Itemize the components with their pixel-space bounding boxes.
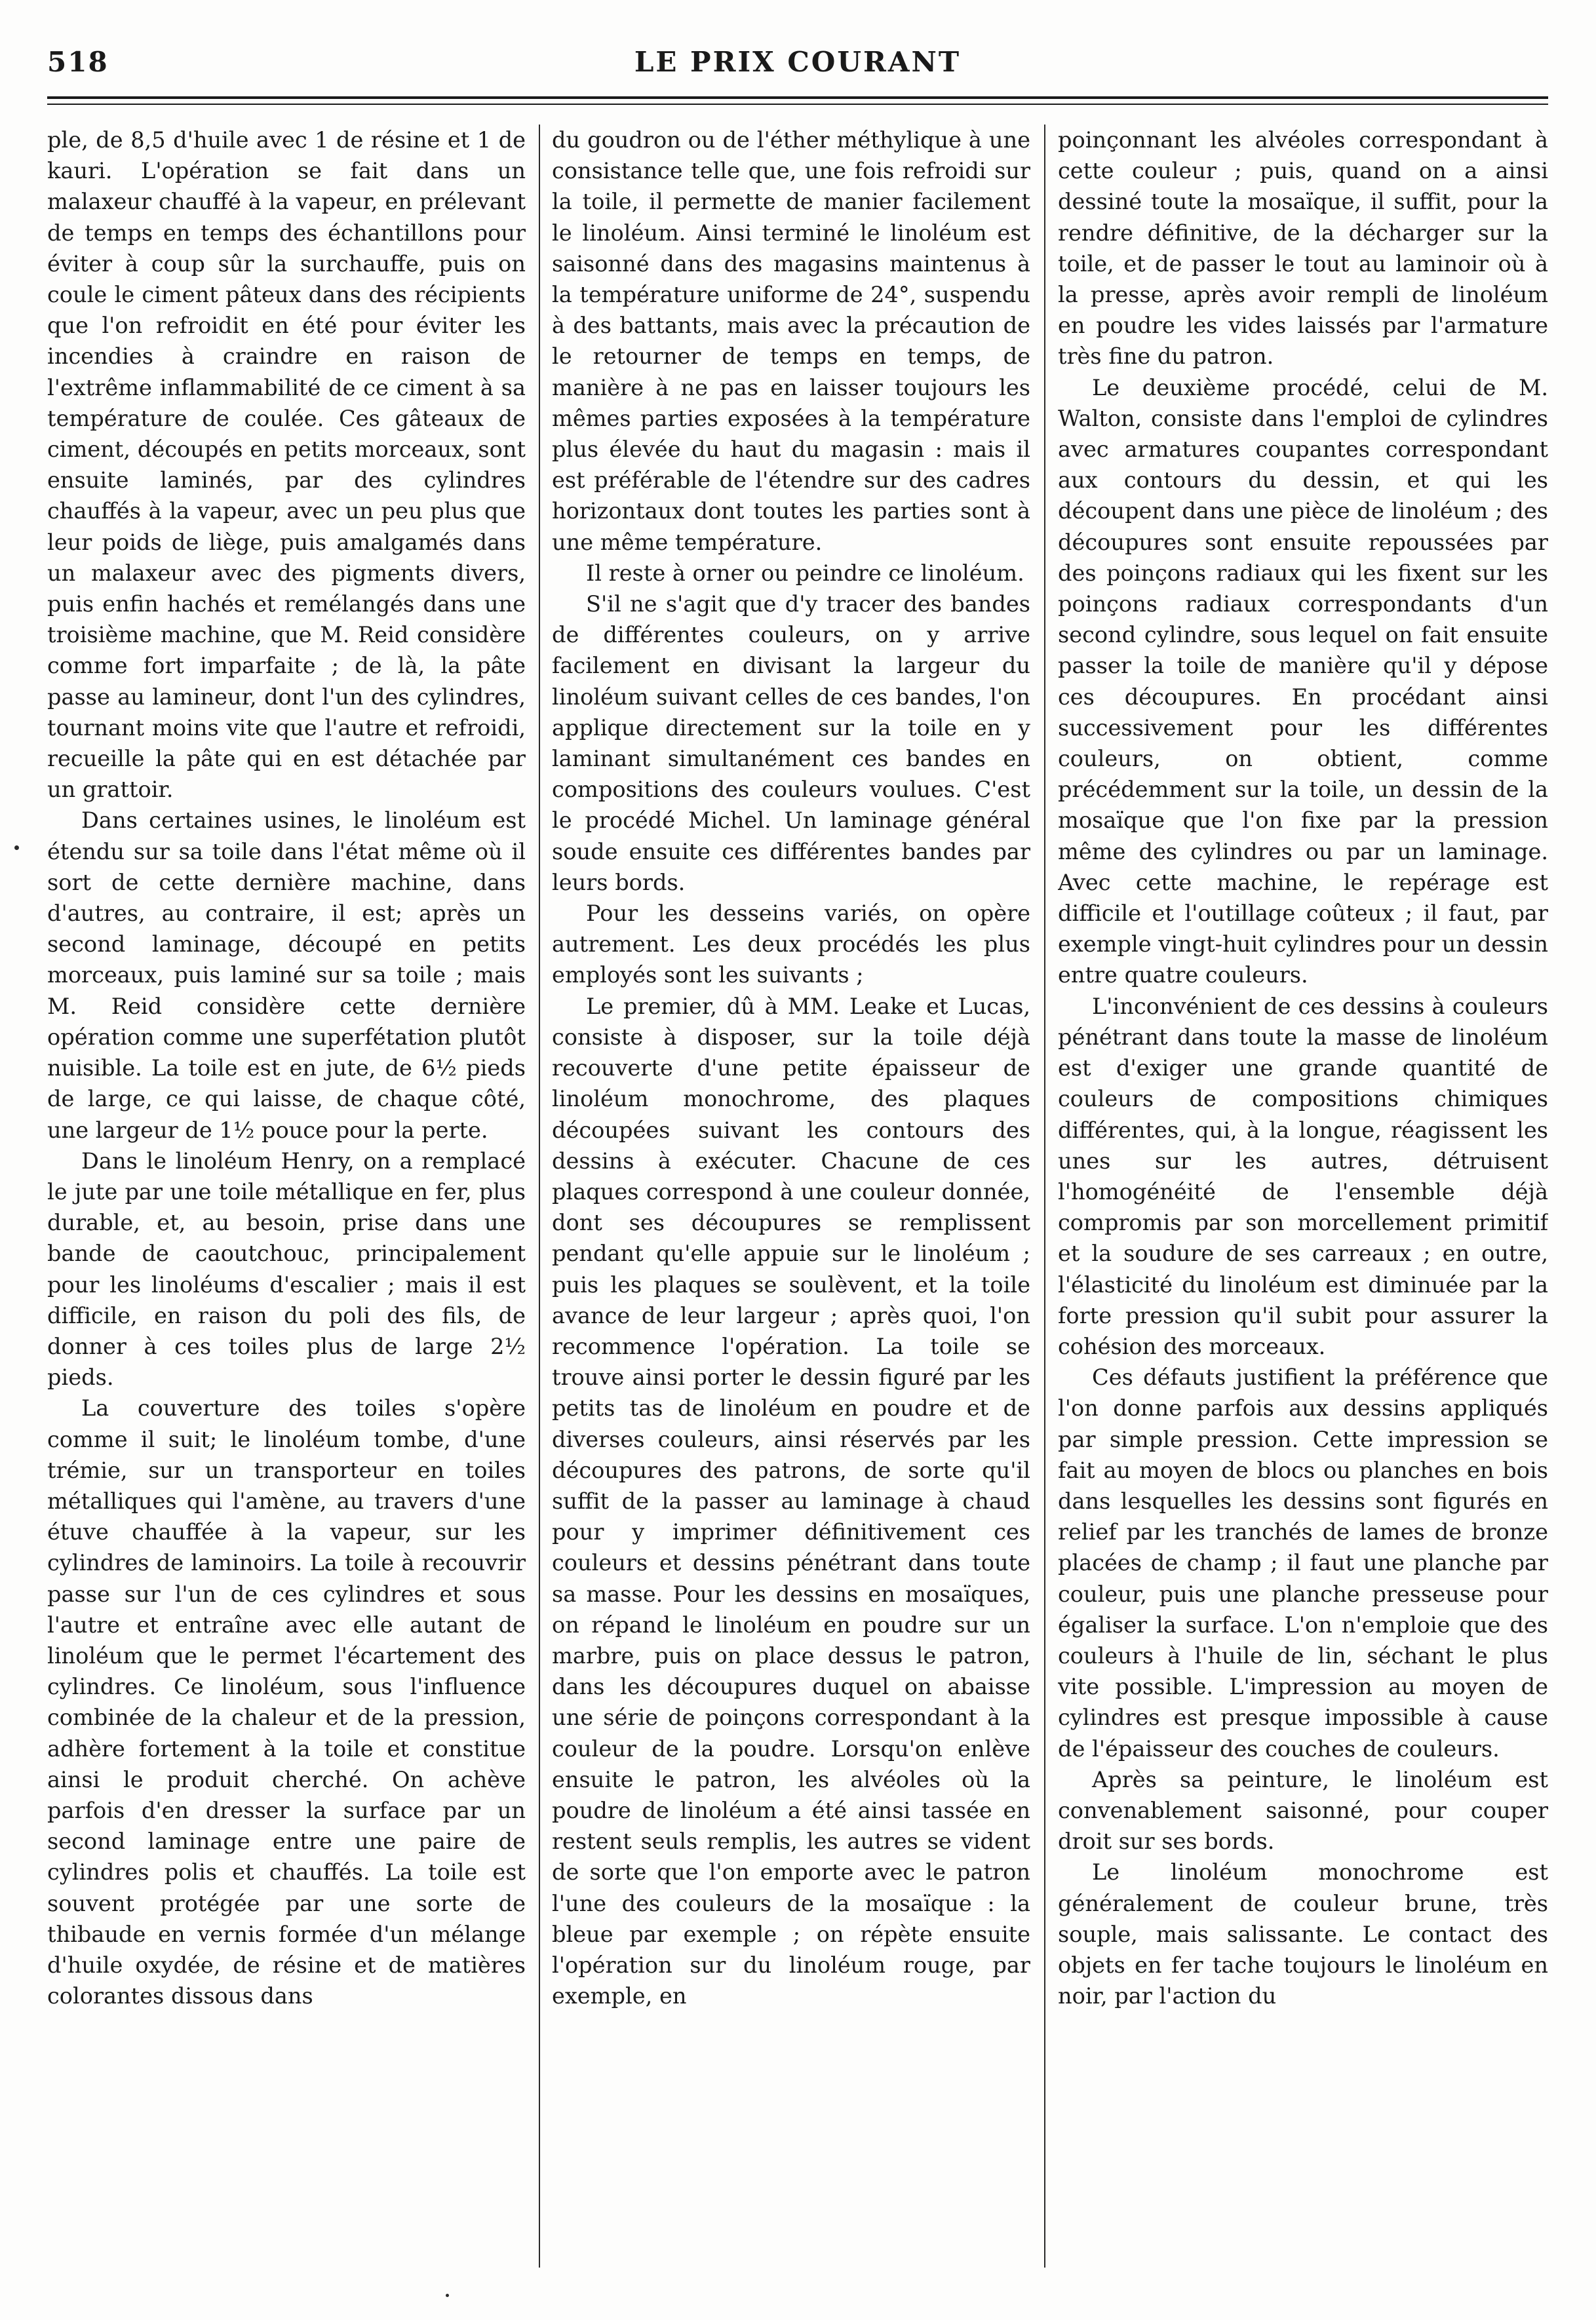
- paragraph: Le premier, dû à MM. Leake et Lucas, consiste à disposer, sur la toile déjà recouverte d'une petite épaisseur de linoléum monochrome, des plaques découpées suivant les contours des dessins à exécuter. Chacune de ces plaques correspond à une couleur donnée, dont ses découpures se remplissent pendant qu'elle appuie sur le linoléum ; puis les plaques se soulèvent, et la toile avance de leur largeur ; après quoi, l'on recommence l'opération. La toile se trouve ainsi porter le dessin figuré par les petits tas de linoléum en poudre et de diverses couleurs, ainsi réservés par les découpures des patrons, de sorte qu'il suffit de la passer au laminage à chaud pour y imprimer définitivement ces couleurs et dessins pénétrant dans toute sa masse. Pour les dessins en mosaïques, on répand le linoléum en poudre sur un marbre, puis on place dessus le patron, dans les découpures duquel on abaisse une série de poinçons correspondant à la couleur de la poudre. Lorsqu'on enlève ensuite le patron, les alvéoles où la poudre de linoléum a été ainsi tassée en restent seuls remplis, les autres se vident de sorte que l'on emporte avec le patron l'une des couleurs de la mosaïque : la bleue par exemple ; on répète ensuite l'opération sur du linoléum rouge, par exemple, en: [552, 993, 1030, 2009]
- paragraph: ple, de 8,5 d'huile avec 1 de résine et 1 de kauri. L'opération se fait dans un malaxeur chauffé à la vapeur, en prélevant de temps en temps des échantillons pour éviter à coup sûr la surchauffe, puis on coule le ciment pâteux dans des récipients que l'on refroidit en été pour éviter les incendies à craindre en raison de l'extrême inflammabilité de ce ciment à sa température de coulée. Ces gâteaux de ciment, découpés en petits morceaux, sont ensuite laminés, par des cylindres chauffés à la vapeur, avec un peu plus que leur poids de liège, puis amalgamés dans un malaxeur avec des pigments divers, puis enfin hachés et remélangés dans une troisième machine, que M. Reid considère comme fort imparfaite ; de là, la pâte passe au lamineur, dont l'un des cylindres, tournant moins vite que l'autre et refroidi, recueille la pâte qui en est détachée par un grattoir.: [47, 127, 526, 803]
- paragraph: Dans certaines usines, le linoléum est étendu sur sa toile dans l'état même où il sort de cette dernière machine, dans d'autres, au contraire, il est; après un second laminage, découpé en petits morceaux, puis laminé sur sa toile ; mais M. Reid considère cette dernière opération comme une superfétation plutôt nuisible. La toile est en jute, de 6½ pieds de large, ce qui laisse, de chaque côté, une largeur de 1½ pouce pour la perte.: [47, 807, 526, 1143]
- paragraph: S'il ne s'agit que d'y tracer des bandes de différentes couleurs, on y arrive facilement en divisant la largeur du linoléum suivant celles de ces bandes, l'on applique directement sur la toile en y laminant simultanément ces bandes en compositions des couleurs voulues. C'est le procédé Michel. Un laminage général soude ensuite ces différentes bandes par leurs bords.: [552, 591, 1030, 895]
- column-divider: [1044, 125, 1045, 2268]
- text-column-1: [47, 125, 526, 2268]
- paragraph: La couverture des toiles s'opère comme il suit; le linoléum tombe, d'une trémie, sur un transporteur en toiles métalliques qui l'amène, au travers d'une étuve chauffée à la vapeur, sur les cylindres de laminoirs. La toile à recouvrir passe sur l'un de ces cylindres et sous l'autre et entraîne avec elle autant de linoléum que le permet l'écartement des cylindres. Ce linoléum, sous l'influence combinée de la chaleur et de la pression, adhère fortement à la toile et constitue ainsi le produit cherché. On achève parfois d'en dresser la surface par un second laminage entre une paire de cylindres polis et chauffés. La toile est souvent protégée par une sorte de thibaude en vernis formée d'un mélange d'huile oxydée, de résine et de matières colorantes dissous dans: [47, 1395, 526, 2009]
- paragraph: Le linoléum monochrome est généralement de couleur brune, très souple, mais salissante. Le contact des objets en fer tache toujours le linoléum en noir, par l'action du: [1058, 1859, 1548, 2009]
- paragraph: Dans le linoléum Henry, on a remplacé le jute par une toile métallique en fer, plus durable, et, au besoin, prise dans une bande de caoutchouc, principalement pour les linoléums d'escalier ; mais il est difficile, en raison du poli des fils, de donner à ces toiles plus de large 2½ pieds.: [47, 1148, 526, 1391]
- header-rule-thin: [47, 104, 1548, 105]
- article-columns: [47, 125, 1548, 2268]
- paragraph: du goudron ou de l'éther méthylique à une consistance telle que, une fois refroidi sur la toile, il permette de manier facilement le linoléum. Ainsi terminé le linoléum est saisonné dans des magasins maintenus à la température uniforme de 24°, suspendu à des battants, mais avec la précaution de le retourner de temps en temps, de manière à ne pas en laisser toujours les mêmes parties exposées à la température plus élevée du haut du magasin : mais il est préférable de l'étendre sur des cadres horizontaux dont toutes les parties sont à une même température.: [552, 127, 1030, 555]
- paragraph: Après sa peinture, le linoléum est convenablement saisonné, pour couper droit sur ses bords.: [1058, 1766, 1548, 1855]
- paragraph: Il reste à orner ou peindre ce linoléum.: [586, 560, 1024, 586]
- paragraph: L'inconvénient de ces dessins à couleurs pénétrant dans toute la masse de linoléum est d'exiger une grande quantité de couleurs de compositions chimiques différentes, qui, à la longue, réagissent les unes sur les autres, détruisent l'homogénéité de l'ensemble déjà compromis par son morcellement primitif et la soudure de ses carreaux ; en outre, l'élasticité du linoléum est diminuée par la forte pression qu'il subit pour assurer la cohésion des morceaux.: [1058, 993, 1548, 1359]
- column-divider: [539, 125, 540, 2268]
- paragraph: poinçonnant les alvéoles correspondant à cette couleur ; puis, quand on a ainsi dessiné toute la mosaïque, il suffit, pour la rendre définitive, de la décharger sur la toile, et de passer le tout au laminoir où à la presse, après avoir rempli de linoléum en poudre les vides laissés par l'armature très fine du patron.: [1058, 127, 1548, 370]
- text-column-3: [1058, 125, 1548, 2268]
- page-header: [47, 41, 1548, 93]
- paragraph: Le deuxième procédé, celui de M. Walton, consiste dans l'emploi de cylindres avec armatures coupantes correspondant aux contours du dessin, et qui les découpent dans une pièce de linoléum ; des découpures sont ensuite repoussées par des poinçons radiaux qui les fixent sur les poinçons radiaux correspondants d'un second cylindre, sous lequel on fait ensuite passer la toile de manière qu'il y dépose ces découpures. En procédant ainsi successivement pour les différentes couleurs, on obtient, comme précédemment sur la toile, un dessin de la mosaïque que l'on fixe par la pression même des cylindres ou par un laminage. Avec cette machine, le repérage est difficile et l'outillage coûteux ; il faut, par exemple vingt-huit cylindres pour un dessin entre quatre couleurs.: [1058, 374, 1548, 988]
- text-column-2: [552, 125, 1030, 2268]
- paragraph: Pour les desseins variés, on opère autrement. Les deux procédés les plus employés sont les suivants ;: [552, 900, 1030, 988]
- page-number: 518: [47, 46, 109, 78]
- ink-speck: [446, 2294, 449, 2297]
- ink-speck: [14, 845, 19, 850]
- header-rule-thick: [47, 96, 1548, 99]
- running-title: LE PRIX COURANT: [634, 46, 962, 78]
- paragraph: Ces défauts justifient la préférence que l'on donne parfois aux dessins appliqués par simple pression. Cette impression se fait au moyen de blocs ou planches en bois dans lesquelles les dessins sont figurés en relief par les tranchés de lames de bronze placées de champ ; il faut une planche par couleur, puis une planche presseuse pour égaliser la surface. L'on n'emploie que des couleurs à l'huile de lin, séchant le plus vite possible. L'impression au moyen de cylindres est presque impossible à cause de l'épaisseur des couches de couleurs.: [1058, 1364, 1548, 1762]
